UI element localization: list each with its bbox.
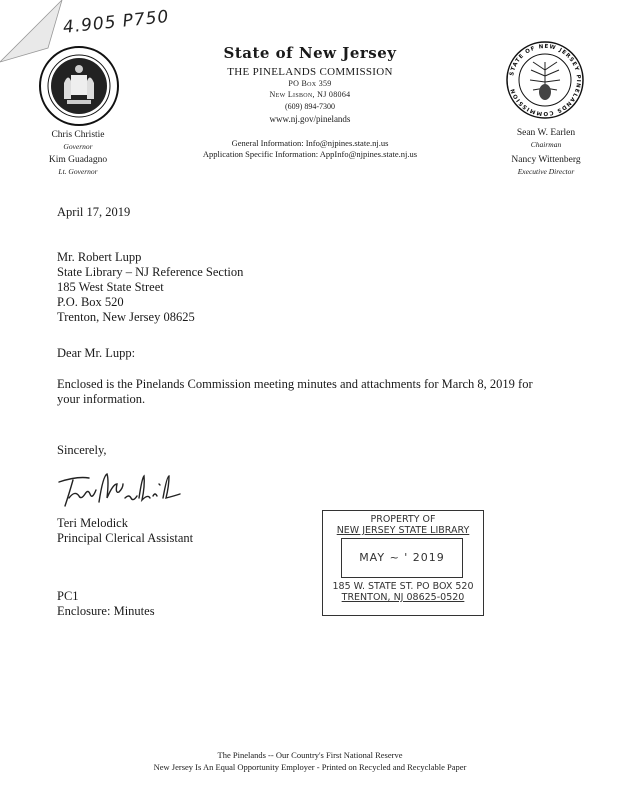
stamp-address-1: 185 W. STATE ST. PO BOX 520 bbox=[332, 581, 474, 592]
recipient-street: 185 West State Street bbox=[57, 280, 164, 294]
po-box: PO Box 359 bbox=[288, 79, 332, 88]
officer-lt-governor bbox=[38, 155, 118, 177]
closing: Sincerely, bbox=[57, 443, 107, 457]
letter-date: April 17, 2019 bbox=[57, 205, 131, 219]
enclosure-line: Enclosure: Minutes bbox=[57, 604, 155, 618]
officer-title: Executive Director bbox=[517, 167, 575, 176]
salutation: Dear Mr. Lupp: bbox=[57, 346, 136, 360]
letterhead bbox=[160, 44, 460, 124]
city-line: New Lisbon, NJ 08064 bbox=[269, 90, 351, 99]
state-title: State of New Jersey bbox=[223, 44, 397, 62]
state-seal-left-icon bbox=[38, 45, 120, 127]
reference-block bbox=[57, 589, 155, 619]
officer-governor bbox=[38, 130, 118, 152]
footer-line-1: The Pinelands -- Our Country's First National Reserve bbox=[217, 750, 403, 760]
signer-name: Teri Melodick bbox=[57, 516, 128, 530]
footer-line-2: New Jersey Is An Equal Opportunity Employer - Printed on Recycled and Recyclable Paper bbox=[153, 762, 467, 772]
recipient-address bbox=[57, 250, 243, 325]
phone-number: (609) 894-7300 bbox=[285, 102, 335, 111]
body-paragraph: Enclosed is the Pinelands Commission meeting minutes and attachments for March 8, 2019 for your information. bbox=[57, 377, 533, 406]
application-info: Application Specific Information: AppInfo@njpines.state.nj.us bbox=[202, 149, 418, 159]
officer-name: Chris Christie bbox=[51, 130, 105, 140]
officer-name: Kim Guadagno bbox=[48, 155, 108, 165]
stamp-line-2: NEW JERSEY STATE LIBRARY bbox=[336, 525, 470, 536]
handwritten-note: 4.905 P750 bbox=[62, 6, 171, 38]
footer bbox=[80, 749, 540, 773]
contact-info bbox=[150, 138, 470, 160]
stamp-line-1: PROPERTY OF bbox=[370, 514, 436, 525]
website: www.nj.gov/pinelands bbox=[269, 114, 351, 124]
pinelands-seal-right-icon bbox=[505, 40, 585, 120]
officer-name: Sean W. Earlen bbox=[516, 128, 576, 138]
library-received-stamp bbox=[322, 510, 484, 616]
general-info: General Information: Info@njpines.state.nj.us bbox=[231, 138, 389, 148]
recipient-city: Trenton, New Jersey 08625 bbox=[57, 310, 195, 324]
officer-title: Governor bbox=[63, 142, 93, 151]
recipient-po: P.O. Box 520 bbox=[57, 295, 124, 309]
signer-title: Principal Clerical Assistant bbox=[57, 531, 194, 545]
officer-title: Chairman bbox=[530, 140, 562, 149]
seal-right-text: STATE OF NEW JERSEY PINELANDS COMMISSION bbox=[509, 43, 582, 117]
recipient-name: Mr. Robert Lupp bbox=[57, 250, 142, 264]
officer-title: Lt. Governor bbox=[58, 167, 98, 176]
recipient-org: State Library – NJ Reference Section bbox=[57, 265, 244, 279]
handwritten-signature bbox=[55, 468, 185, 513]
officer-chairman bbox=[496, 128, 596, 150]
signer-block bbox=[57, 516, 193, 546]
stamp-date: MAY ~ ' 2019 bbox=[341, 538, 463, 578]
officer-name: Nancy Wittenberg bbox=[511, 155, 581, 165]
commission-name: THE PINELANDS COMMISSION bbox=[227, 66, 393, 78]
typist-initials: PC1 bbox=[57, 589, 79, 603]
stamp-address-2: TRENTON, NJ 08625-0520 bbox=[341, 592, 465, 603]
officer-executive-director bbox=[496, 155, 596, 177]
